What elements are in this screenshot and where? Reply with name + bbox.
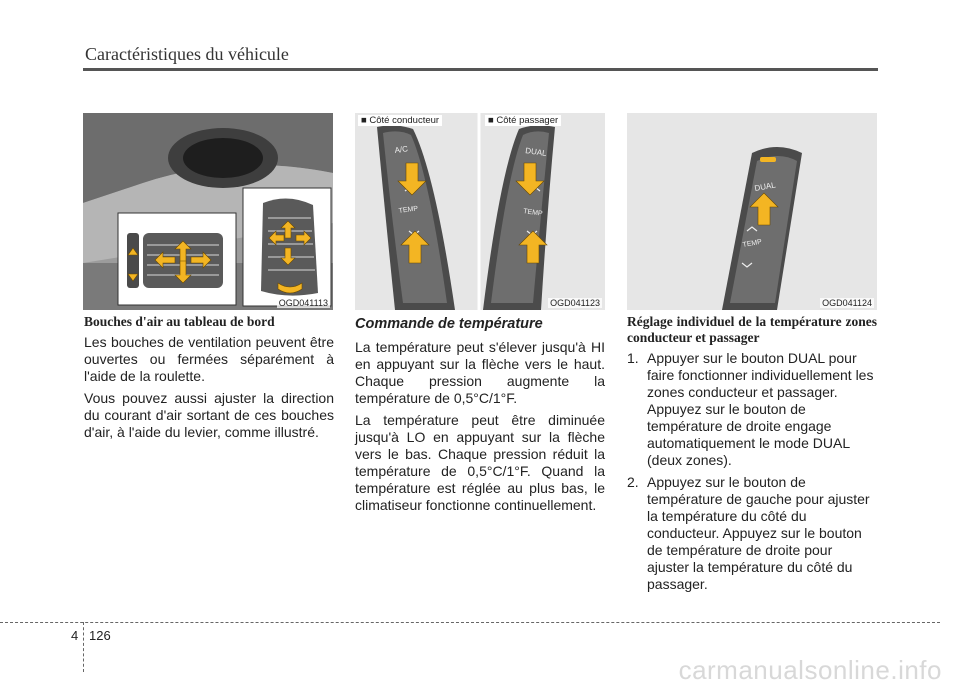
footer-divider	[83, 622, 84, 672]
figure-dashboard-vents	[83, 113, 333, 310]
temp-label: TEMP	[742, 238, 763, 249]
paragraph: La température peut être diminuée jusqu'à LO en appuyant sur la flèche vers le bas. Chaque pression réduit la température de 0,5°C/1°F. Quand la température est réglée au plus bas, le climatiseur fonctionne continuellement.	[355, 412, 605, 513]
header-rule	[83, 68, 878, 71]
temperature-buttons-illustration	[355, 113, 605, 310]
chapter-number: 4	[71, 628, 79, 643]
figure-code: OGD041124	[822, 298, 872, 308]
dual-label: DUAL	[524, 146, 548, 158]
item-text: Appuyer sur le bouton DUAL pour faire fonctionner individuellement les zones conducteur et passager. Appuyez sur le bouton de température de droite engage automatiquement le mode DUAL (deux zones).	[647, 350, 874, 468]
paragraph: La température peut s'élever jusqu'à HI en appuyant sur la flèche vers le haut. Chaque pression augmente la température de 0,5°C/1°F.	[355, 339, 605, 406]
temp-label: TEMP	[398, 205, 419, 215]
figure-temperature-buttons	[355, 113, 605, 310]
figure-code: OGD041113	[278, 298, 328, 308]
page-number: 126	[89, 628, 111, 643]
item-text: Appuyez sur le bouton de température de gauche pour ajuster la température du côté du conducteur. Appuyez sur le bouton de température de droite pour ajuster la température du côté du passager.	[647, 474, 870, 592]
dashboard-vents-illustration	[83, 113, 333, 310]
paragraph: Les bouches de ventilation peuvent être ouvertes ou fermées séparément à l'aide de la roulette.	[84, 334, 334, 384]
item-number: 1.	[627, 350, 639, 366]
air-vents-heading: Bouches d'air au tableau de bord	[84, 314, 275, 329]
item-number: 2.	[627, 474, 639, 490]
section-title: Caractéristiques du véhicule	[85, 44, 289, 64]
paragraph: Vous pouvez aussi ajuster la direction du courant d'air sortant de ces bouches d'air, à l'aide du levier, comme illustré.	[84, 390, 334, 440]
watermark: carmanualsonline.info	[678, 655, 942, 685]
dual-label: DUAL	[753, 180, 777, 193]
list-item	[627, 474, 877, 593]
figure-code: OGD041123	[550, 298, 600, 308]
figure-dual-button	[627, 113, 877, 310]
dual-button-illustration	[627, 113, 877, 310]
list-item	[627, 350, 877, 469]
temperature-control-heading: Commande de température	[355, 316, 543, 332]
column-air-vents	[84, 314, 334, 446]
column-temperature-control	[355, 314, 605, 519]
temp-label-passenger: TEMP	[522, 208, 543, 218]
column-dual-zone	[627, 314, 877, 598]
footer-rule	[0, 622, 940, 623]
driver-side-label: ■ Côté conducteur	[358, 115, 442, 126]
dual-zone-heading: Réglage individuel de la température zones conducteur et passager	[627, 314, 877, 345]
ac-label: A/C	[394, 144, 409, 155]
passenger-side-label: ■ Côté passager	[485, 115, 561, 126]
